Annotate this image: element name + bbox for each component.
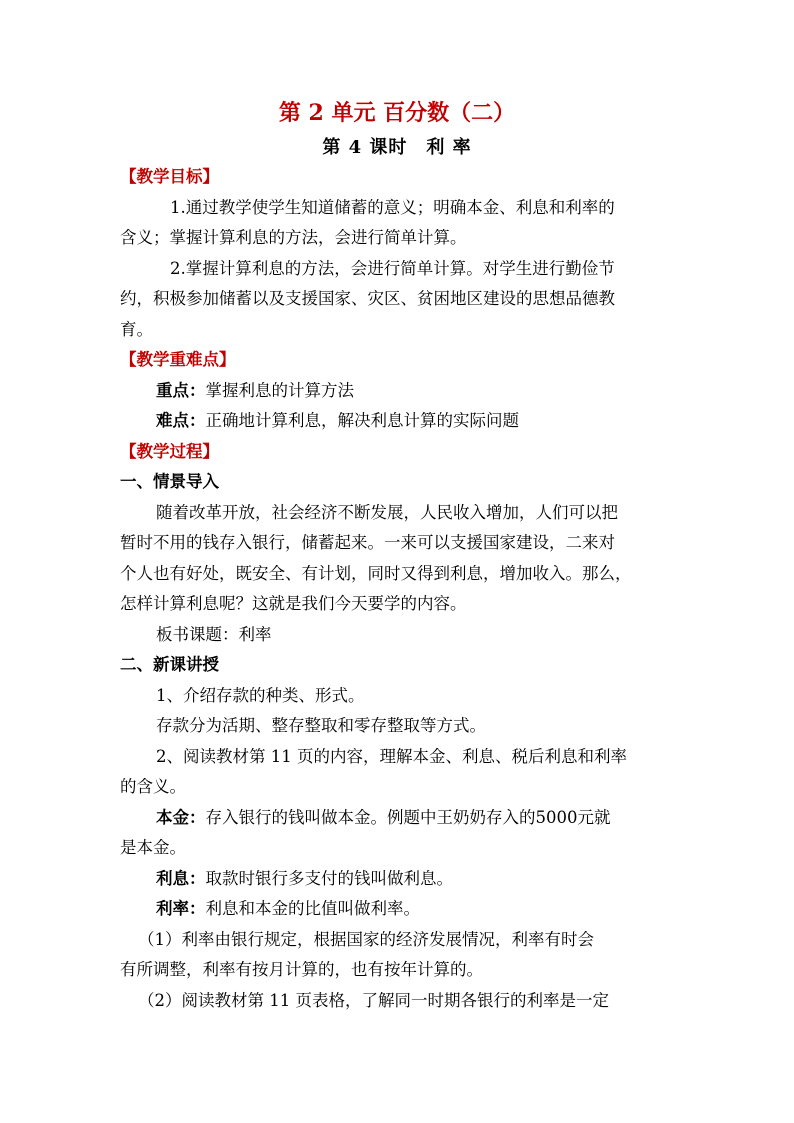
interest-line — [120, 864, 680, 895]
goals-heading: 【教学目标】 — [120, 167, 219, 186]
focus-line — [120, 376, 680, 407]
process-heading: 【教学过程】 — [120, 441, 219, 461]
note2-line-1: （2）阅读教材第 11 页表格，了解同一时期各银行的利率是一定 — [138, 990, 609, 1010]
part1-heading: 一、情景导入 — [120, 472, 219, 491]
unit-title: 第 2 单元 百分数（二） — [278, 100, 516, 126]
focus-text: 掌握利息的计算方法 — [205, 380, 354, 400]
goals-paragraph-2-line-1: 2.掌握计算利息的方法，会进行简单计算。对学生进行勤俭节 — [170, 258, 615, 278]
goals-paragraph-1-line-2: 含义；掌握计算利息的方法，会进行简单计算。 — [120, 228, 467, 247]
principal-line-1 — [120, 803, 680, 834]
part1-line-2: 暂时不用的钱存入银行，储蓄起来。一来可以支援国家建设，二来对 — [120, 533, 615, 552]
board-title: 板书课题：利率 — [156, 624, 272, 644]
rate-label: 利率： — [156, 899, 206, 918]
key-points-heading: 【教学重难点】 — [120, 350, 236, 369]
difficulty-text: 正确地计算利息，解决利息计算的实际问题 — [205, 411, 519, 430]
rate-text: 利息和本金的比值叫做利率。 — [205, 899, 420, 918]
part2-heading: 二、新课讲授 — [120, 655, 219, 674]
interest-text: 取款时银行多支付的钱叫做利息。 — [205, 868, 453, 888]
goals-paragraph-2-line-3: 育。 — [120, 319, 153, 339]
part1-line-1: 随着改革开放，社会经济不断发展，人民收入增加，人们可以把 — [156, 502, 618, 522]
item1: 1、介绍存款的种类、形式。 — [156, 685, 365, 705]
principal-line-2: 是本金。 — [120, 838, 186, 857]
focus-label: 重点： — [156, 380, 206, 400]
principal-text: 存入银行的钱叫做本金。例题中王奶奶存入的5000元就 — [205, 807, 611, 827]
item2-line-1: 2、阅读教材第 11 页的内容，理解本金、利息、税后利息和利率 — [156, 746, 627, 766]
difficulty-line — [120, 406, 680, 437]
document-body — [120, 162, 680, 1016]
goals-paragraph-1-line-1: 1.通过教学使学生知道储蓄的意义；明确本金、利息和利率的 — [170, 197, 615, 217]
lesson-subtitle: 第 4 课时 利 率 — [322, 137, 472, 158]
part1-line-3: 个人也有好处，既安全、有计划，同时又得到利息，增加收入。那么， — [120, 563, 632, 583]
note1-line-2: 有所调整，利率有按月计算的，也有按年计算的。 — [120, 960, 483, 979]
goals-paragraph-2-line-2: 约，积极参加储蓄以及支援国家、灾区、贫困地区建设的思想品德教 — [120, 289, 615, 308]
rate-line — [120, 894, 680, 925]
difficulty-label: 难点： — [156, 411, 206, 430]
note1-line-1: （1）利率由银行规定，根据国家的经济发展情况，利率有时会 — [138, 929, 594, 949]
principal-label: 本金： — [156, 807, 206, 827]
item2-line-2: 的含义。 — [120, 777, 186, 796]
item1-text: 存款分为活期、整存整取和零存整取等方式。 — [156, 716, 486, 735]
interest-label: 利息： — [156, 868, 206, 888]
part1-line-4: 怎样计算利息呢？这就是我们今天要学的内容。 — [120, 594, 467, 613]
